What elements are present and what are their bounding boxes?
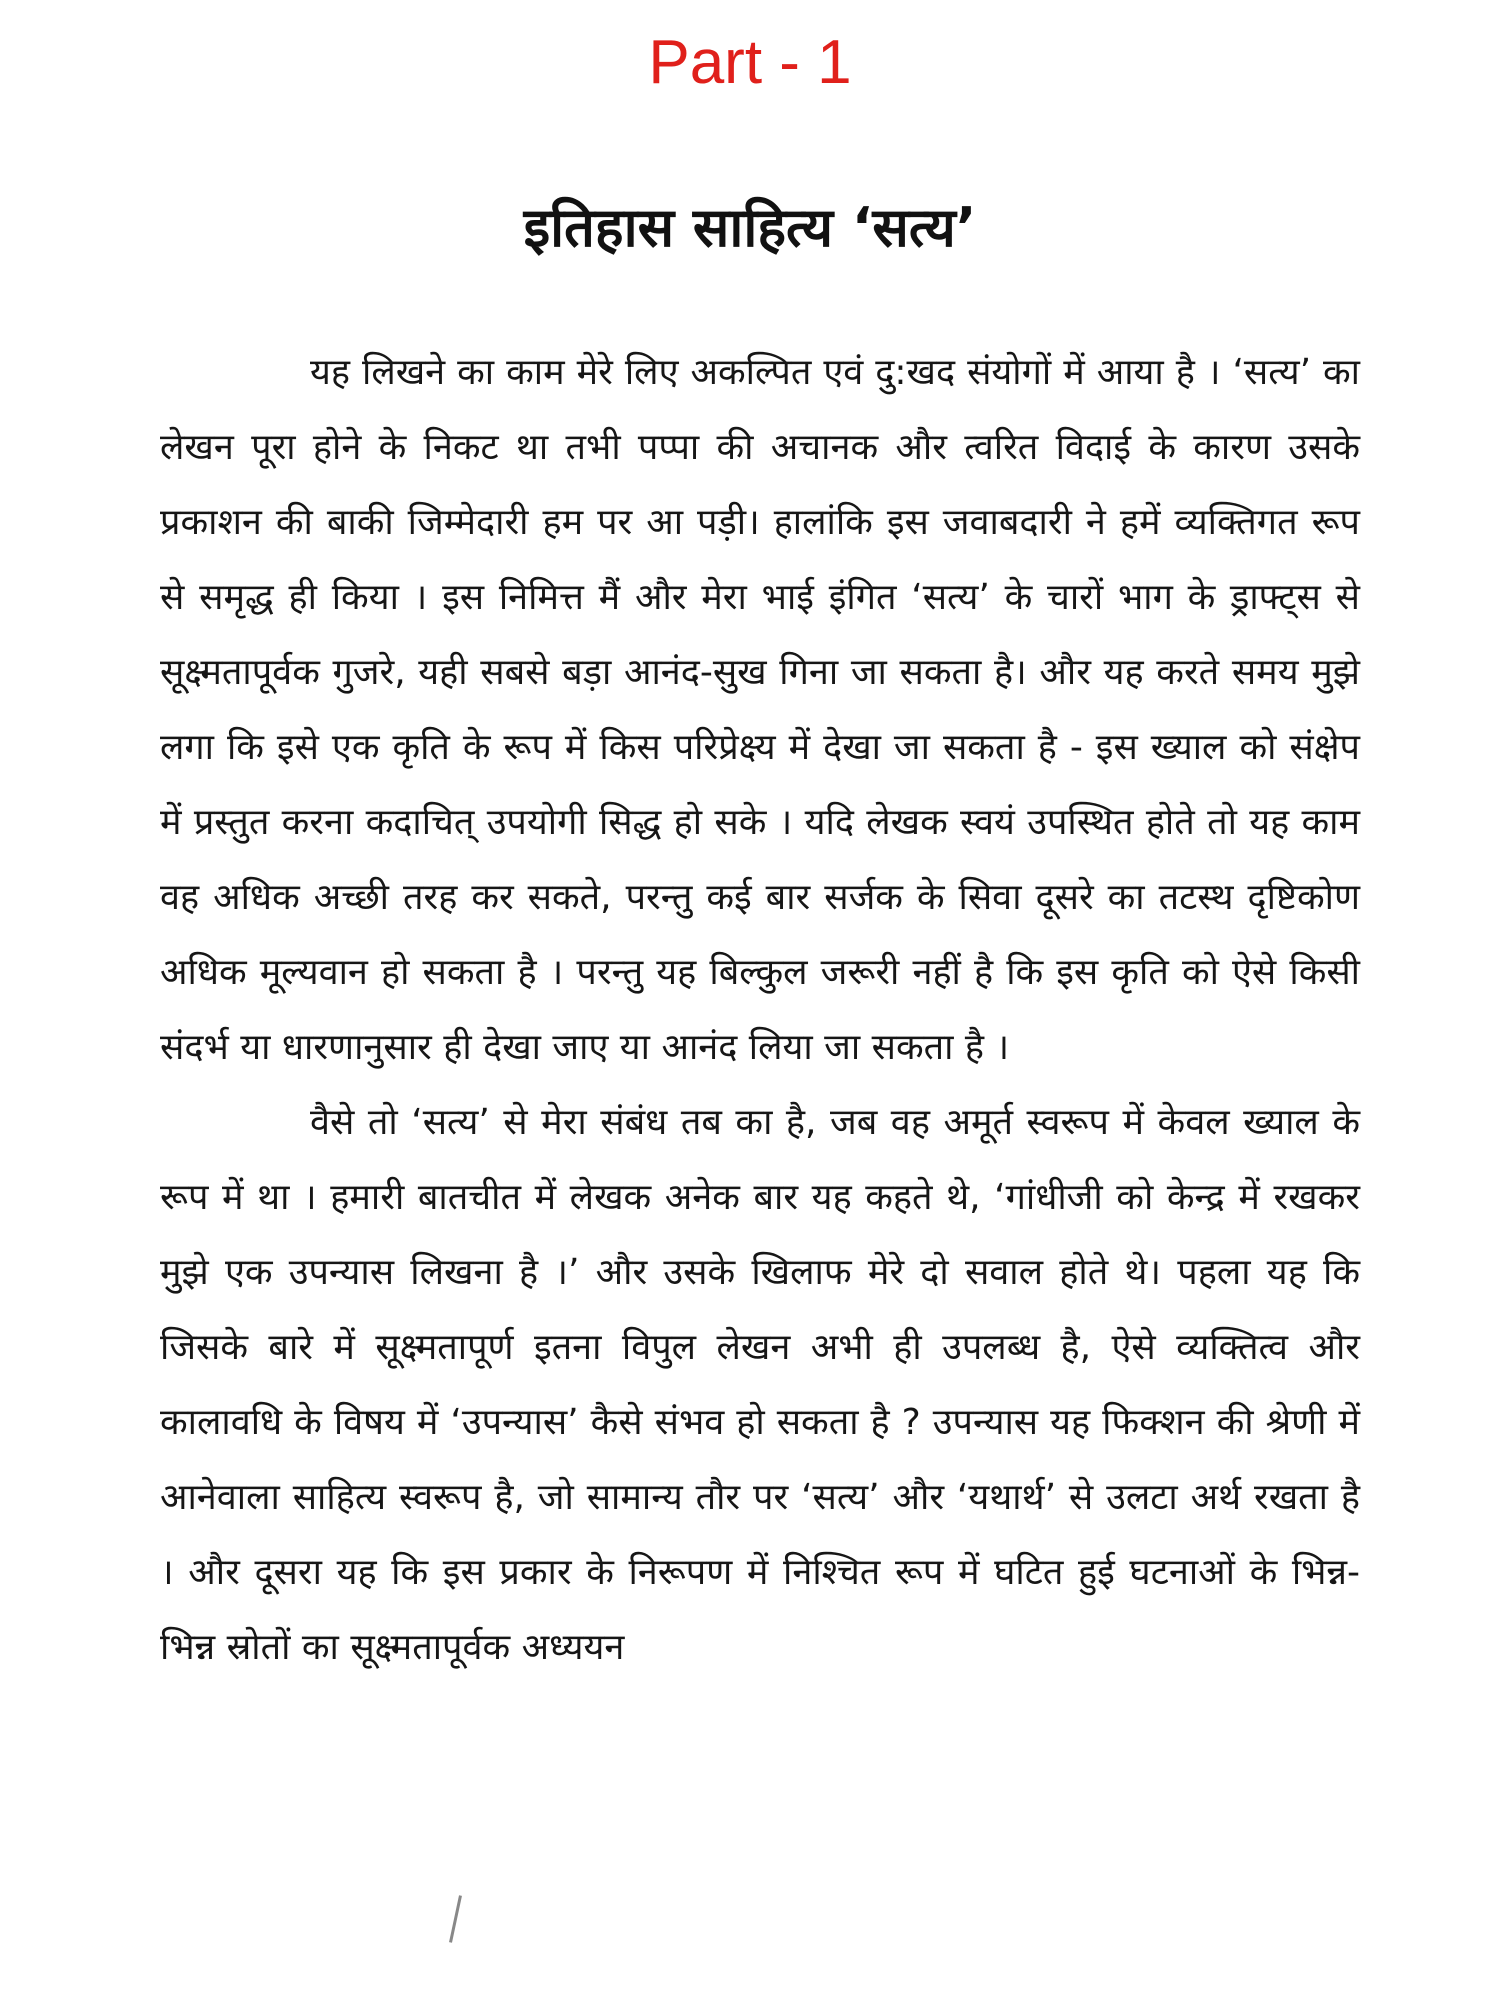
page-title: इतिहास साहित्य ‘सत्य’ xyxy=(523,196,977,259)
body-text xyxy=(160,335,1360,1685)
paragraph-1: यह लिखने का काम मेरे लिए अकल्पित एवं दु:खद संयोगों में आया है । ‘सत्य’ का लेखन पूरा होने के निकट था तभी पप्पा की अचानक और त्वरित विदाई के कारण उसके प्रकाशन की बाकी जिम्मेदारी हम पर आ पड़ी। हालांकि इस जवाबदारी ने हमें व्यक्तिगत रूप से समृद्ध ही किया । इस निमित्त मैं और मेरा भाई इंगित ‘सत्य’ के चारों भाग के ड्राफ्ट्स से सूक्ष्मतापूर्वक गुजरे, यही सबसे बड़ा आनंद-सुख गिना जा सकता है। और यह करते समय मुझे लगा कि इसे एक कृति के रूप में किस परिप्रेक्ष्य में देखा जा सकता है - इस ख्याल को संक्षेप में प्रस्तुत करना कदाचित् उपयोगी सिद्ध हो सके । यदि लेखक स्वयं उपस्थित होते तो यह काम वह अधिक अच्छी तरह कर सकते, परन्तु कई बार सर्जक के सिवा दूसरे का तटस्थ दृष्टिकोण अधिक मूल्यवान हो सकता है । परन्तु यह बिल्कुल जरूरी नहीं है कि इस कृति को ऐसे किसी संदर्भ या धारणानुसार ही देखा जाए या आनंद लिया जा सकता है । xyxy=(160,352,1360,1068)
scan-mark xyxy=(449,1895,462,1943)
part-label: Part - 1 xyxy=(648,28,852,97)
paragraph-2: वैसे तो ‘सत्य’ से मेरा संबंध तब का है, जब वह अमूर्त स्वरूप में केवल ख्याल के रूप में था । हमारी बातचीत में लेखक अनेक बार यह कहते थे, ‘गांधीजी को केन्द्र में रखकर मुझे एक उपन्यास लिखना है ।’ और उसके खिलाफ मेरे दो सवाल होते थे। पहला यह कि जिसके बारे में सूक्ष्मतापूर्ण इतना विपुल लेखन अभी ही उपलब्ध है, ऐसे व्यक्तित्व और कालावधि के विषय में ‘उपन्यास’ कैसे संभव हो सकता है ? उपन्यास यह फिक्शन की श्रेणी में आनेवाला साहित्य स्वरूप है, जो सामान्य तौर पर ‘सत्य’ और ‘यथार्थ’ से उलटा अर्थ रखता है । और दूसरा यह कि इस प्रकार के निरूपण में निश्चित रूप में घटित हुई घटनाओं के भिन्न-भिन्न स्रोतों का सूक्ष्मतापूर्वक अध्ययन xyxy=(160,1102,1360,1668)
